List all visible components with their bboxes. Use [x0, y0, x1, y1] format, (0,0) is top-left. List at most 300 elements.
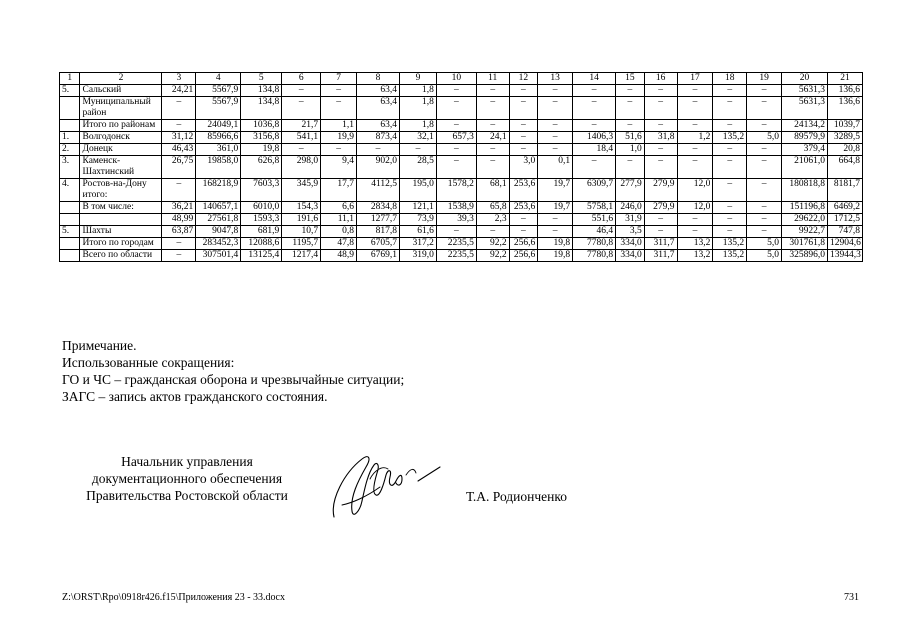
- table-row: [60, 250, 863, 262]
- row-label-cell: Сальский: [80, 85, 162, 97]
- value-cell: –: [476, 226, 509, 238]
- value-cell: 73,9: [400, 214, 437, 226]
- row-index-cell: [60, 250, 80, 262]
- column-header: 12: [509, 73, 538, 85]
- notes-title: Примечание.: [62, 338, 137, 353]
- signer-position-line: Начальник управления: [121, 454, 253, 469]
- value-cell: –: [162, 179, 196, 202]
- value-cell: –: [509, 144, 538, 156]
- value-cell: 92,2: [476, 250, 509, 262]
- value-cell: –: [713, 97, 747, 120]
- value-cell: 134,8: [241, 85, 282, 97]
- row-label-cell: Итого по городам: [80, 238, 162, 250]
- value-cell: 28,5: [400, 156, 437, 179]
- column-header: 8: [357, 73, 400, 85]
- value-cell: 12088,6: [241, 238, 282, 250]
- value-cell: 307501,4: [196, 250, 241, 262]
- value-cell: –: [677, 226, 713, 238]
- signer-position: [62, 453, 312, 504]
- value-cell: –: [476, 144, 509, 156]
- value-cell: –: [476, 120, 509, 132]
- value-cell: –: [282, 85, 321, 97]
- value-cell: –: [747, 85, 782, 97]
- value-cell: 253,6: [509, 202, 538, 214]
- value-cell: 1277,7: [357, 214, 400, 226]
- row-index-cell: [60, 238, 80, 250]
- value-cell: –: [436, 156, 476, 179]
- value-cell: –: [677, 97, 713, 120]
- value-cell: 4112,5: [357, 179, 400, 202]
- row-label-cell: В том числе:: [80, 202, 162, 214]
- value-cell: 551,6: [573, 214, 616, 226]
- value-cell: 13944,3: [828, 250, 863, 262]
- value-cell: 191,6: [282, 214, 321, 226]
- column-header: 21: [828, 73, 863, 85]
- column-header: 20: [781, 73, 827, 85]
- value-cell: 873,4: [357, 132, 400, 144]
- value-cell: 7780,8: [573, 238, 616, 250]
- value-cell: 1195,7: [282, 238, 321, 250]
- row-index-cell: [60, 214, 80, 226]
- row-index-cell: 1.: [60, 132, 80, 144]
- value-cell: 1578,2: [436, 179, 476, 202]
- value-cell: 46,43: [162, 144, 196, 156]
- value-cell: 5,0: [747, 250, 782, 262]
- value-cell: –: [509, 226, 538, 238]
- value-cell: 2235,5: [436, 238, 476, 250]
- footer-file-path: Z:\ORST\Rpo\0918r426.f15\Приложения 23 - 33.docx: [62, 592, 285, 603]
- value-cell: 151196,8: [781, 202, 827, 214]
- table-row: [60, 238, 863, 250]
- value-cell: 6309,7: [573, 179, 616, 202]
- value-cell: –: [321, 144, 357, 156]
- table-row: [60, 202, 863, 214]
- value-cell: –: [476, 85, 509, 97]
- value-cell: 17,7: [321, 179, 357, 202]
- signer-position-line: документационного обеспечения: [91, 471, 283, 486]
- value-cell: 3,0: [509, 156, 538, 179]
- value-cell: –: [747, 156, 782, 179]
- value-cell: –: [677, 120, 713, 132]
- value-cell: 279,9: [644, 179, 677, 202]
- value-cell: 19858,0: [196, 156, 241, 179]
- table-body: [60, 85, 863, 262]
- value-cell: –: [644, 156, 677, 179]
- footer-page-number: 731: [844, 592, 859, 603]
- value-cell: –: [321, 97, 357, 120]
- value-cell: –: [509, 97, 538, 120]
- value-cell: 1406,3: [573, 132, 616, 144]
- value-cell: 9,4: [321, 156, 357, 179]
- value-cell: –: [573, 97, 616, 120]
- row-label-cell: [80, 214, 162, 226]
- value-cell: 311,7: [644, 250, 677, 262]
- value-cell: –: [747, 214, 782, 226]
- column-header: 4: [196, 73, 241, 85]
- value-cell: 39,3: [436, 214, 476, 226]
- value-cell: 32,1: [400, 132, 437, 144]
- signer-name: Т.А. Родионченко: [466, 489, 567, 504]
- value-cell: 31,9: [616, 214, 645, 226]
- value-cell: –: [644, 144, 677, 156]
- value-cell: –: [538, 120, 573, 132]
- value-cell: 48,9: [321, 250, 357, 262]
- column-header: 11: [476, 73, 509, 85]
- value-cell: 6010,0: [241, 202, 282, 214]
- row-index-cell: 5.: [60, 85, 80, 97]
- value-cell: 0,8: [321, 226, 357, 238]
- value-cell: –: [616, 97, 645, 120]
- table-row: [60, 132, 863, 144]
- abbreviations-heading: Использованные сокращения:: [62, 355, 235, 370]
- value-cell: 301761,8: [781, 238, 827, 250]
- value-cell: 19,8: [241, 144, 282, 156]
- value-cell: 1712,5: [828, 214, 863, 226]
- value-cell: 3,5: [616, 226, 645, 238]
- value-cell: 319,0: [400, 250, 437, 262]
- column-header: 15: [616, 73, 645, 85]
- value-cell: 5631,3: [781, 97, 827, 120]
- value-cell: 68,1: [476, 179, 509, 202]
- value-cell: –: [538, 85, 573, 97]
- value-cell: –: [747, 226, 782, 238]
- header-row: [60, 73, 863, 85]
- value-cell: –: [509, 132, 538, 144]
- value-cell: 140657,1: [196, 202, 241, 214]
- table-row: [60, 120, 863, 132]
- value-cell: 311,7: [644, 238, 677, 250]
- value-cell: 29622,0: [781, 214, 827, 226]
- value-cell: 277,9: [616, 179, 645, 202]
- value-cell: 6469,2: [828, 202, 863, 214]
- value-cell: 13,2: [677, 238, 713, 250]
- value-cell: 24049,1: [196, 120, 241, 132]
- value-cell: 168218,9: [196, 179, 241, 202]
- value-cell: 12,0: [677, 202, 713, 214]
- value-cell: 27561,8: [196, 214, 241, 226]
- row-index-cell: [60, 120, 80, 132]
- value-cell: 63,87: [162, 226, 196, 238]
- value-cell: 136,6: [828, 85, 863, 97]
- value-cell: –: [321, 85, 357, 97]
- value-cell: 5,0: [747, 238, 782, 250]
- value-cell: –: [573, 85, 616, 97]
- value-cell: –: [162, 250, 196, 262]
- value-cell: 3289,5: [828, 132, 863, 144]
- value-cell: –: [162, 120, 196, 132]
- value-cell: 13125,4: [241, 250, 282, 262]
- value-cell: –: [509, 120, 538, 132]
- value-cell: 9047,8: [196, 226, 241, 238]
- row-index-cell: [60, 97, 80, 120]
- column-header: 17: [677, 73, 713, 85]
- value-cell: 154,3: [282, 202, 321, 214]
- row-label-cell: Муниципальный район: [80, 97, 162, 120]
- value-cell: 21,7: [282, 120, 321, 132]
- value-cell: –: [357, 144, 400, 156]
- value-cell: 1039,7: [828, 120, 863, 132]
- value-cell: 1,8: [400, 97, 437, 120]
- value-cell: 902,0: [357, 156, 400, 179]
- value-cell: 279,9: [644, 202, 677, 214]
- value-cell: 541,1: [282, 132, 321, 144]
- abbreviation-go-chs: ГО и ЧС – гражданская оборона и чрезвычайные ситуации;: [62, 372, 405, 387]
- value-cell: 63,4: [357, 85, 400, 97]
- column-header: 1: [60, 73, 80, 85]
- value-cell: –: [747, 144, 782, 156]
- row-label-cell: Всего по области: [80, 250, 162, 262]
- value-cell: –: [644, 226, 677, 238]
- row-label-cell: Ростов-на-Дону итого:: [80, 179, 162, 202]
- value-cell: 657,3: [436, 132, 476, 144]
- value-cell: 19,8: [538, 250, 573, 262]
- value-cell: 135,2: [713, 250, 747, 262]
- value-cell: –: [644, 120, 677, 132]
- value-cell: 18,4: [573, 144, 616, 156]
- value-cell: 12904,6: [828, 238, 863, 250]
- value-cell: 283452,3: [196, 238, 241, 250]
- value-cell: 92,2: [476, 238, 509, 250]
- value-cell: 63,4: [357, 97, 400, 120]
- value-cell: 63,4: [357, 120, 400, 132]
- value-cell: –: [436, 144, 476, 156]
- value-cell: 1,8: [400, 120, 437, 132]
- value-cell: 135,2: [713, 132, 747, 144]
- value-cell: –: [616, 120, 645, 132]
- value-cell: 256,6: [509, 238, 538, 250]
- value-cell: 5758,1: [573, 202, 616, 214]
- column-header: 10: [436, 73, 476, 85]
- value-cell: 31,12: [162, 132, 196, 144]
- value-cell: 5631,3: [781, 85, 827, 97]
- value-cell: 7603,3: [241, 179, 282, 202]
- value-cell: 12,0: [677, 179, 713, 202]
- value-cell: 85966,6: [196, 132, 241, 144]
- value-cell: 134,8: [241, 97, 282, 120]
- row-index-cell: 2.: [60, 144, 80, 156]
- value-cell: 19,7: [538, 179, 573, 202]
- value-cell: 1036,8: [241, 120, 282, 132]
- value-cell: –: [573, 120, 616, 132]
- value-cell: 65,8: [476, 202, 509, 214]
- value-cell: –: [677, 85, 713, 97]
- column-header: 16: [644, 73, 677, 85]
- value-cell: 136,6: [828, 97, 863, 120]
- value-cell: 135,2: [713, 238, 747, 250]
- column-header: 5: [241, 73, 282, 85]
- value-cell: 24,21: [162, 85, 196, 97]
- column-header: 6: [282, 73, 321, 85]
- row-index-cell: [60, 202, 80, 214]
- value-cell: 253,6: [509, 179, 538, 202]
- value-cell: –: [538, 144, 573, 156]
- value-cell: 24,1: [476, 132, 509, 144]
- value-cell: 6769,1: [357, 250, 400, 262]
- value-cell: –: [476, 97, 509, 120]
- table-row: [60, 179, 863, 202]
- table-row: [60, 85, 863, 97]
- value-cell: –: [747, 120, 782, 132]
- value-cell: 48,99: [162, 214, 196, 226]
- value-cell: 298,0: [282, 156, 321, 179]
- table-row: [60, 97, 863, 120]
- value-cell: –: [713, 120, 747, 132]
- value-cell: 180818,8: [781, 179, 827, 202]
- value-cell: 325896,0: [781, 250, 827, 262]
- column-header: 19: [747, 73, 782, 85]
- value-cell: 24134,2: [781, 120, 827, 132]
- value-cell: –: [538, 132, 573, 144]
- value-cell: 1,0: [616, 144, 645, 156]
- value-cell: 26,75: [162, 156, 196, 179]
- value-cell: 19,7: [538, 202, 573, 214]
- abbreviation-zags: ЗАГС – запись актов гражданского состояния.: [62, 389, 328, 404]
- value-cell: 61,6: [400, 226, 437, 238]
- value-cell: –: [436, 97, 476, 120]
- value-cell: –: [677, 214, 713, 226]
- value-cell: –: [436, 85, 476, 97]
- value-cell: –: [282, 144, 321, 156]
- column-header: 2: [80, 73, 162, 85]
- value-cell: 3156,8: [241, 132, 282, 144]
- value-cell: 19,9: [321, 132, 357, 144]
- value-cell: –: [644, 85, 677, 97]
- statistics-table: [59, 72, 863, 262]
- value-cell: –: [713, 202, 747, 214]
- value-cell: –: [747, 97, 782, 120]
- value-cell: –: [538, 97, 573, 120]
- value-cell: 47,8: [321, 238, 357, 250]
- value-cell: 1538,9: [436, 202, 476, 214]
- value-cell: –: [436, 226, 476, 238]
- value-cell: 5567,9: [196, 97, 241, 120]
- row-label-cell: Шахты: [80, 226, 162, 238]
- row-index-cell: 3.: [60, 156, 80, 179]
- value-cell: –: [573, 156, 616, 179]
- value-cell: –: [162, 97, 196, 120]
- value-cell: 747,8: [828, 226, 863, 238]
- value-cell: 817,8: [357, 226, 400, 238]
- value-cell: 10,7: [282, 226, 321, 238]
- table-row: [60, 156, 863, 179]
- value-cell: 664,8: [828, 156, 863, 179]
- value-cell: –: [644, 214, 677, 226]
- value-cell: –: [509, 214, 538, 226]
- value-cell: 334,0: [616, 238, 645, 250]
- value-cell: –: [747, 179, 782, 202]
- value-cell: 31,8: [644, 132, 677, 144]
- row-index-cell: 5.: [60, 226, 80, 238]
- value-cell: 36,21: [162, 202, 196, 214]
- value-cell: 13,2: [677, 250, 713, 262]
- value-cell: 681,9: [241, 226, 282, 238]
- value-cell: 626,8: [241, 156, 282, 179]
- value-cell: 0,1: [538, 156, 573, 179]
- value-cell: 334,0: [616, 250, 645, 262]
- value-cell: 7780,8: [573, 250, 616, 262]
- value-cell: 21061,0: [781, 156, 827, 179]
- value-cell: 1,8: [400, 85, 437, 97]
- value-cell: –: [677, 144, 713, 156]
- value-cell: –: [713, 179, 747, 202]
- value-cell: 256,6: [509, 250, 538, 262]
- value-cell: –: [677, 156, 713, 179]
- row-label-cell: Итого по районам: [80, 120, 162, 132]
- value-cell: –: [747, 202, 782, 214]
- value-cell: 121,1: [400, 202, 437, 214]
- value-cell: 2235,5: [436, 250, 476, 262]
- value-cell: 1593,3: [241, 214, 282, 226]
- row-label-cell: Каменск-Шахтинский: [80, 156, 162, 179]
- value-cell: –: [616, 156, 645, 179]
- value-cell: –: [282, 97, 321, 120]
- value-cell: 5,0: [747, 132, 782, 144]
- table-header: [60, 73, 863, 85]
- value-cell: 1,2: [677, 132, 713, 144]
- table-row: [60, 144, 863, 156]
- value-cell: –: [713, 144, 747, 156]
- column-header: 13: [538, 73, 573, 85]
- value-cell: 19,8: [538, 238, 573, 250]
- value-cell: 5567,9: [196, 85, 241, 97]
- value-cell: 51,6: [616, 132, 645, 144]
- value-cell: 9922,7: [781, 226, 827, 238]
- handwritten-signature: [322, 445, 447, 530]
- value-cell: 345,9: [282, 179, 321, 202]
- notes-section: [62, 337, 404, 405]
- value-cell: 8181,7: [828, 179, 863, 202]
- value-cell: 1,1: [321, 120, 357, 132]
- value-cell: 89579,9: [781, 132, 827, 144]
- column-header: 18: [713, 73, 747, 85]
- row-label-cell: Донецк: [80, 144, 162, 156]
- value-cell: –: [538, 226, 573, 238]
- value-cell: 2,3: [476, 214, 509, 226]
- value-cell: –: [713, 156, 747, 179]
- value-cell: –: [713, 214, 747, 226]
- column-header: 14: [573, 73, 616, 85]
- value-cell: –: [400, 144, 437, 156]
- column-header: 3: [162, 73, 196, 85]
- value-cell: 6705,7: [357, 238, 400, 250]
- value-cell: 6,6: [321, 202, 357, 214]
- row-label-cell: Волгодонск: [80, 132, 162, 144]
- value-cell: 317,2: [400, 238, 437, 250]
- column-header: 7: [321, 73, 357, 85]
- value-cell: –: [436, 120, 476, 132]
- value-cell: 2834,8: [357, 202, 400, 214]
- value-cell: –: [644, 97, 677, 120]
- value-cell: 46,4: [573, 226, 616, 238]
- table-row: [60, 226, 863, 238]
- value-cell: 11,1: [321, 214, 357, 226]
- value-cell: 195,0: [400, 179, 437, 202]
- table-row: [60, 214, 863, 226]
- value-cell: 246,0: [616, 202, 645, 214]
- value-cell: –: [538, 214, 573, 226]
- value-cell: –: [616, 85, 645, 97]
- value-cell: –: [509, 85, 538, 97]
- column-header: 9: [400, 73, 437, 85]
- value-cell: 1217,4: [282, 250, 321, 262]
- value-cell: 361,0: [196, 144, 241, 156]
- row-index-cell: 4.: [60, 179, 80, 202]
- signer-position-line: Правительства Ростовской области: [86, 488, 288, 503]
- value-cell: –: [162, 238, 196, 250]
- value-cell: –: [476, 156, 509, 179]
- value-cell: –: [713, 85, 747, 97]
- value-cell: 379,4: [781, 144, 827, 156]
